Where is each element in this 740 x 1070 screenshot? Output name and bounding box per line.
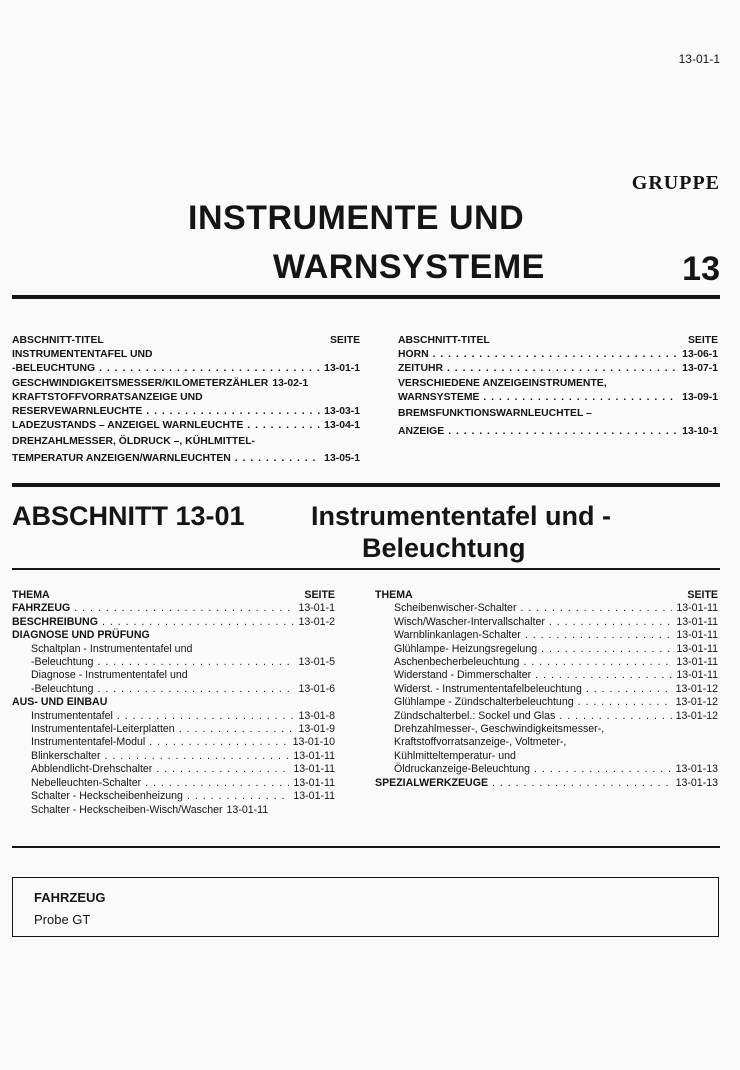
vehicle-label: FAHRZEUG — [34, 890, 106, 905]
index-right-header — [375, 589, 718, 602]
index-entry[interactable]: Instrumententafel . . . 13-01-8 — [12, 710, 335, 723]
divider-section — [12, 483, 720, 487]
index-entry[interactable]: Abblendlicht-Drehschalter . . . 13-01-11 — [12, 763, 335, 776]
toc-entry-label: VERSCHIEDENE ANZEIGEINSTRUMENTE, — [398, 377, 607, 389]
index-entry-label: Drehzahlmesser-, Geschwindigkeitsmesser-, — [394, 723, 605, 736]
vehicle-value: Probe GT — [34, 912, 91, 927]
page-number: 13-01-1 — [678, 52, 720, 66]
toc-left-header — [12, 334, 360, 348]
index-entry[interactable]: Wisch/Wascher-Intervallschalter . . . 13-01-11 — [375, 616, 718, 629]
toc-entry[interactable]: HORN . . . 13-06-1 — [398, 348, 718, 362]
index-entry[interactable]: Glühlampe - Zündschalterbeleuchtung . . . 13-01-12 — [375, 696, 718, 709]
index-left-items — [12, 710, 335, 817]
toc-entry[interactable]: ANZEIGE . . . 13-10-1 — [398, 425, 718, 439]
index-header-page: SEITE — [687, 589, 718, 601]
section-title-line1: Instrumententafel und - — [311, 501, 612, 531]
chapter-title-line1: INSTRUMENTE UND — [188, 199, 525, 237]
index-entry[interactable]: Widerst. - Instrumententafelbeleuchtung . . . 13-01-12 — [375, 683, 718, 696]
divider-top — [12, 295, 720, 299]
toc-right — [398, 334, 718, 439]
toc-entry[interactable]: LADEZUSTANDS – ANZEIGEL WARNLEUCHTE . . . 13-04-1 — [12, 419, 360, 433]
index-heading-ausbau: AUS- UND EINBAU — [12, 696, 108, 709]
toc-header-page: SEITE — [329, 335, 360, 346]
index-left-header — [12, 589, 335, 602]
index-entry[interactable]: -Beleuchtung . . . 13-01-6 — [12, 683, 335, 696]
chapter-title-line2: WARNSYSTEME — [273, 248, 545, 286]
index-entry[interactable]: Aschenbecherbeleuchtung . . . 13-01-11 — [375, 656, 718, 669]
section-title-line2: Beleuchtung — [362, 533, 526, 563]
group-number: 13 — [682, 250, 720, 288]
index-header-topic: THEMA — [12, 589, 50, 601]
index-entry[interactable]: Instrumententafel-Modul . . . 13-01-10 — [12, 736, 335, 749]
index-entry-label: Schaltplan - Instrumententafel und — [31, 642, 193, 655]
toc-entry[interactable]: ZEITUHR . . . 13-07-1 — [398, 362, 718, 376]
index-entry-beschreibung[interactable]: BESCHREIBUNG . . . 13-01-2 — [12, 616, 335, 629]
toc-entry-label: BREMSFUNKTIONSWARNLEUCHTEL – — [398, 408, 592, 420]
index-entry-label: Kraftstoffvorratsanzeige-, Voltmeter-, — [394, 736, 567, 749]
toc-entry[interactable]: WARNSYSTEME . . . 13-09-1 — [398, 391, 718, 405]
index-entry-label: Kühlmitteltemperatur- und — [394, 749, 516, 762]
index-entry[interactable]: Nebelleuchten-Schalter . . . 13-01-11 — [12, 777, 335, 790]
index-entry[interactable]: Warnblinkanlagen-Schalter . . . 13-01-11 — [375, 629, 718, 642]
group-label: GRUPPE — [631, 172, 720, 194]
index-entry[interactable]: Widerstand - Dimmerschalter . . . 13-01-11 — [375, 669, 718, 682]
toc-entry-label: KRAFTSTOFFVORRATSANZEIGE UND — [12, 391, 203, 403]
index-right-items — [375, 602, 718, 723]
toc-entry[interactable]: GESCHWINDIGKEITSMESSER/KILOMETERZÄHLER 13-02-1 — [12, 377, 309, 389]
index-entry-spezialwerkzeuge[interactable]: SPEZIALWERKZEUGE . . . 13-01-13 — [375, 777, 718, 790]
toc-header-title: ABSCHNITT-TITEL — [12, 335, 104, 346]
toc-header-title: ABSCHNITT-TITEL — [398, 335, 490, 346]
index-left — [12, 589, 335, 817]
toc-right-header — [398, 334, 718, 348]
toc-entry-label: INSTRUMENTENTAFEL UND — [12, 349, 153, 361]
index-right — [375, 589, 718, 790]
index-entry-fahrzeug[interactable]: FAHRZEUG . . . 13-01-1 — [12, 602, 335, 615]
index-entry[interactable]: Öldruckanzeige-Beleuchtung . . . 13-01-13 — [375, 763, 718, 776]
index-entry[interactable]: Glühlampe- Heizungsregelung . . . 13-01-11 — [375, 643, 718, 656]
section-number: ABSCHNITT 13-01 — [12, 501, 245, 531]
index-entry[interactable]: -Beleuchtung . . . 13-01-5 — [12, 656, 335, 669]
index-entry[interactable]: Schalter - Heckscheibenheizung . . . 13-01-11 — [12, 790, 335, 803]
index-heading-diagnose: DIAGNOSE UND PRÜFUNG — [12, 629, 150, 642]
index-entry[interactable]: Blinkerschalter . . . 13-01-11 — [12, 750, 335, 763]
vehicle-box — [12, 877, 719, 937]
index-entry-label: Diagnose - Instrumententafel und — [31, 669, 188, 682]
toc-entry[interactable]: TEMPERATUR ANZEIGEN/WARNLEUCHTEN . . . 13-05-1 — [12, 452, 360, 466]
toc-entry[interactable]: -BELEUCHTUNG . . . 13-01-1 — [12, 362, 360, 376]
index-header-topic: THEMA — [375, 589, 413, 601]
divider-section-title — [12, 568, 720, 570]
toc-header-page: SEITE — [687, 335, 718, 346]
index-header-page: SEITE — [304, 589, 335, 601]
divider-bottom — [12, 846, 720, 848]
index-entry[interactable]: Instrumententafel-Leiterplatten . . . 13-01-9 — [12, 723, 335, 736]
toc-entry[interactable]: RESERVEWARNLEUCHTE . . . 13-03-1 — [12, 405, 360, 419]
index-entry[interactable]: Schalter - Heckscheiben-Wisch/Wascher 13-01-11 — [31, 803, 269, 816]
index-entry[interactable]: Zündschalterbel.: Sockel und Glas . . . 13-01-12 — [375, 710, 718, 723]
index-entry[interactable]: Scheibenwischer-Schalter . . . 13-01-11 — [375, 602, 718, 615]
toc-entry-label: DREHZAHLMESSER, ÖLDRUCK –, KÜHLMITTEL- — [12, 436, 256, 448]
toc-left — [12, 334, 360, 466]
